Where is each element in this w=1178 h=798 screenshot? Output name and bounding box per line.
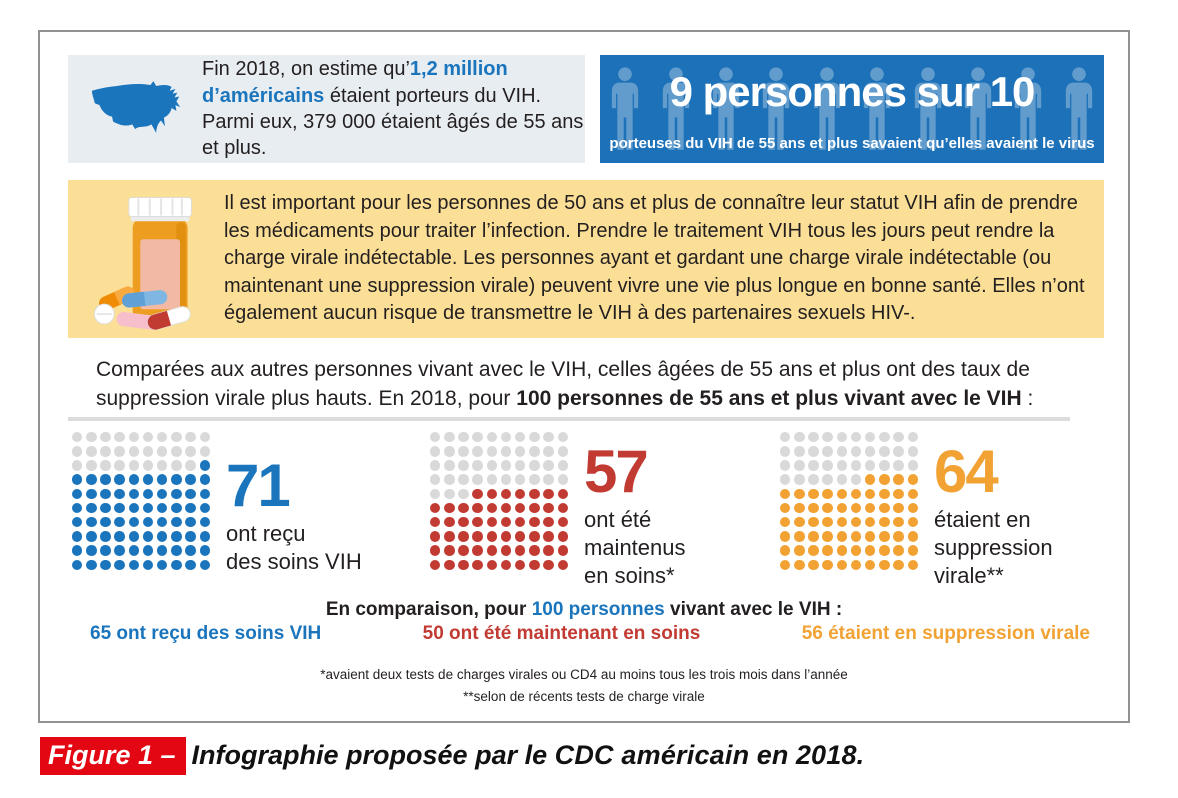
section-divider (68, 417, 1070, 421)
comparison-intro-paragraph (96, 356, 1088, 413)
waffle-grid-viral-suppression (778, 430, 920, 572)
label-line: des soins VIH (226, 549, 362, 575)
stat-box-nine-in-ten (600, 55, 1104, 163)
treatment-note-box (68, 180, 1104, 338)
waffle-label-received-care (226, 520, 362, 576)
label-line: suppression (934, 535, 1053, 561)
waffle-label-viral-suppression (934, 506, 1053, 590)
us-estimate-prefix: Fin 2018, on estime qu’ (202, 58, 410, 81)
cmp-prefix: En comparaison, pour (325, 599, 532, 620)
intro-prefix: Comparées aux autres personnes vivant avec le VIH, celles âgées de 55 ans et plus ont des taux de suppression virale plus hauts. En 2018, pour (96, 358, 1030, 410)
waffle-chart-retained-care (428, 430, 686, 590)
us-map-icon (90, 78, 186, 140)
cmp-highlight: 100 personnes (531, 599, 665, 620)
figure-caption (40, 740, 864, 771)
comparison-item-care: 65 ont reçu des soins VIH (90, 623, 322, 644)
caption-emphasis-cdc: CDC américain (554, 740, 750, 770)
waffle-value-retained-care: 57 (584, 438, 647, 505)
waffle-value-viral-suppression: 64 (934, 438, 997, 505)
intro-suffix: : (1021, 386, 1034, 410)
us-estimate-highlight: 1,2 million d’américains (202, 58, 508, 107)
waffle-chart-received-care (70, 430, 362, 576)
comparison-item-retained: 50 ont été maintenant en soins (422, 623, 701, 644)
caption-prefix: Infographie proposée par le (191, 740, 555, 770)
caption-emphasis-year: 2018. (795, 740, 865, 770)
waffle-chart-viral-suppression (778, 430, 1053, 590)
infographic-frame (38, 30, 1130, 723)
comparison-items-row (40, 623, 1128, 645)
waffle-label-retained-care (584, 506, 686, 590)
figure-tag: Figure 1 – (40, 737, 186, 775)
footnote-2: **selon de récents tests de charge virale (463, 688, 705, 704)
waffle-info-retained-care (584, 438, 686, 590)
nine-in-ten-subline: porteuses du VIH de 55 ans et plus savaient qu’elles avaient le virus (609, 135, 1095, 152)
footnotes (40, 664, 1128, 707)
waffle-info-viral-suppression (934, 438, 1053, 590)
label-line: en soins* (584, 563, 675, 589)
waffle-value-received-care: 71 (226, 452, 289, 519)
stat-box-us-estimate (68, 55, 585, 163)
comparison-general-intro (40, 599, 1128, 621)
us-estimate-text (202, 56, 585, 162)
caption-middle: en (749, 740, 796, 770)
label-line: ont reçu (226, 521, 306, 546)
waffle-grid-retained-care (428, 430, 570, 572)
nine-in-ten-headline: 9 personnes sur 10 (669, 68, 1035, 115)
cmp-suffix: vivant avec le VIH : (664, 599, 843, 620)
label-line: virale** (934, 563, 1004, 589)
us-estimate-suffix: étaient porteurs du VIH. Parmi eux, 379 000 étaient âgés de 55 ans et plus. (202, 84, 584, 160)
pill-bottle-icon (82, 190, 208, 332)
comparison-item-suppression: 56 étaient en suppression virale (801, 623, 1090, 644)
footnote-1: *avaient deux tests de charges virales ou CD4 au moins tous les trois mois dans l’année (320, 667, 848, 682)
label-line: étaient en (934, 507, 1031, 532)
figure-caption-text (192, 740, 865, 770)
label-line: ont été (584, 507, 652, 532)
label-line: maintenus (584, 535, 686, 561)
treatment-note-text: Il est important pour les personnes de 50 ans et plus de connaître leur statut VIH afin de prendre les médicaments pour traiter l’infection. Prendre le traitement VIH tous les jours peut rendre la charge virale indétectable. Les personnes ayant et gardant une charge virale indétectable (ou maintenant une suppression virale) peuvent vivre une vie plus longue en bonne santé. Elles n’ont également aucun risque de transmettre le VIH à des partenaires sexuels HIV-. (224, 192, 1085, 325)
waffle-info-received-care (226, 452, 362, 576)
intro-bold: 100 personnes de 55 ans et plus vivant avec le VIH (516, 386, 1022, 410)
waffle-grid-received-care (70, 430, 212, 572)
